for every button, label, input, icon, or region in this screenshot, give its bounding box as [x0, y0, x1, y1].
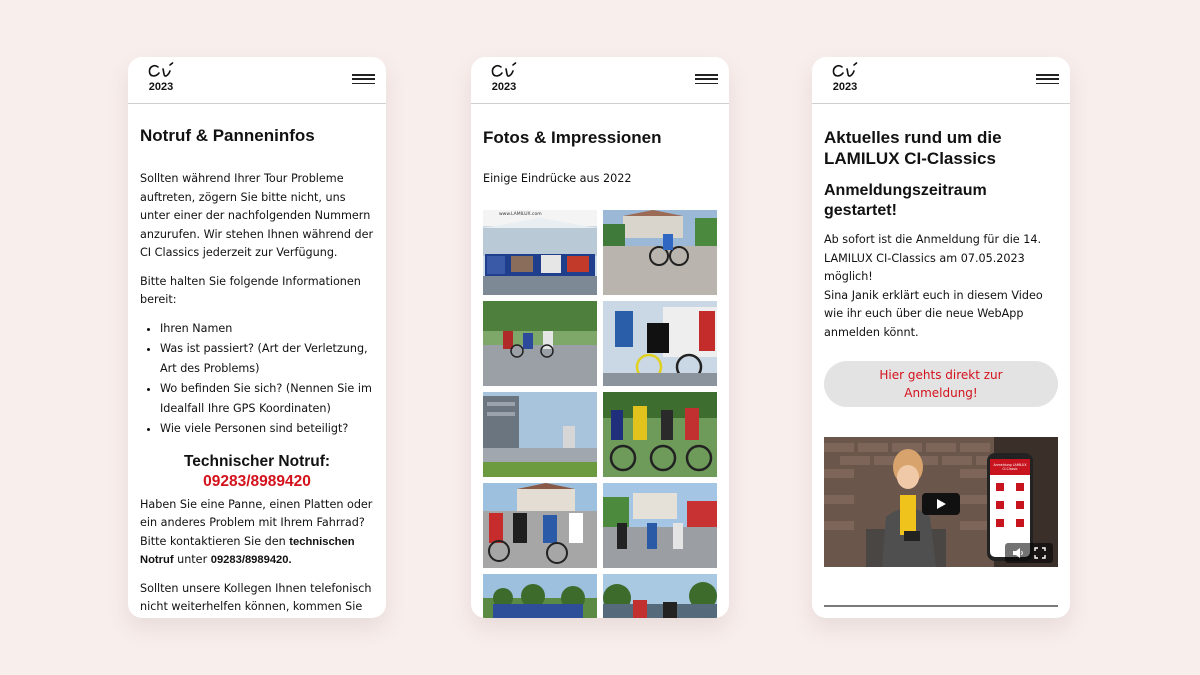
divider: [824, 605, 1058, 607]
gallery-subtitle: Einige Eindrücke aus 2022: [483, 172, 632, 185]
hamburger-menu-icon[interactable]: [695, 74, 718, 85]
fullscreen-icon[interactable]: [1034, 547, 1046, 559]
video-app-title: Anmeldung LAMILUX CI-Classic: [993, 463, 1027, 471]
registration-button-label: Hier gehts direkt zur Anmeldung!: [879, 367, 1003, 400]
page-title: Notruf & Panneninfos: [140, 126, 315, 145]
registration-button[interactable]: [824, 361, 1058, 407]
closing-text: Sollten unsere Kollegen Ihnen telefonisch nicht weiterhelfen können, kommen Sie: [140, 581, 372, 613]
announcement-text: Ab sofort ist die Anmeldung für die 14. LAMILUX CI-Classics am 07.05.2023 möglich!: [824, 233, 1042, 283]
intro-text: Sollten während Ihrer Tour Probleme auftreten, zögern Sie bitte nicht, uns unter einer der nachfolgenden Nummern anzurufen. Wir stehen Ihnen während der CI Classics jederzeit zur Verfügung.: [140, 172, 374, 259]
play-icon[interactable]: [935, 498, 947, 510]
panne-text: [140, 496, 374, 570]
video-player[interactable]: [824, 437, 1058, 567]
gallery-photo[interactable]: [483, 392, 597, 477]
video-intro-text: Sina Janik erklärt euch in diesem Video wie ihr euch über die neue WebApp anmelden könnt.: [824, 288, 1043, 339]
panne-text-part: Haben Sie eine Panne, einen Platten oder ein anderes Problem mit Ihrem Fahrrad? Bitte kontaktieren Sie den: [140, 497, 373, 548]
app-header: [128, 57, 386, 104]
app-header: [471, 57, 729, 104]
info-checklist: [140, 319, 374, 439]
hamburger-menu-icon[interactable]: [1036, 74, 1059, 85]
gallery-photo[interactable]: [603, 210, 717, 295]
gallery-photo[interactable]: [483, 301, 597, 386]
list-item: • Ihren Namen: [160, 319, 374, 339]
ci-logo-icon: [147, 62, 175, 80]
photo-banner-text: www.LAMILUX.com: [499, 212, 542, 217]
ci-logo-icon: [831, 62, 859, 80]
ci-logo-icon: [490, 62, 518, 80]
ci-logo[interactable]: [825, 62, 865, 93]
list-item: • Wie viele Personen sind beteiligt?: [160, 419, 374, 439]
gallery-photo[interactable]: [483, 574, 597, 618]
section-heading: Anmeldungszeitraum gestartet!: [824, 182, 987, 219]
panne-text-part: unter: [173, 553, 211, 566]
app-header: [812, 57, 1070, 104]
gallery-photo[interactable]: [603, 483, 717, 568]
gallery-photo[interactable]: [603, 392, 717, 477]
info-lead-text: Bitte halten Sie folgende Informationen bereit:: [140, 274, 361, 306]
phone-screen-emergency: [128, 57, 386, 618]
page-title: Fotos & Impressionen: [483, 128, 662, 147]
logo-year: 2023: [832, 81, 858, 93]
phone-screen-news: [812, 57, 1070, 618]
list-item: • Wo befinden Sie sich? (Nennen Sie im Idealfall Ihre GPS Koordinaten): [160, 379, 374, 419]
panne-bold: technischen Notruf: [140, 535, 355, 566]
logo-year: 2023: [148, 81, 174, 93]
logo-year: 2023: [491, 81, 517, 93]
panne-number[interactable]: 09283/8989420.: [210, 554, 292, 566]
list-item: • Was ist passiert? (Art der Verletzung, Art des Problems): [160, 339, 374, 379]
gallery-photo[interactable]: [603, 574, 717, 618]
page-title: Aktuelles rund um die LAMILUX CI-Classics: [824, 128, 1002, 168]
hamburger-menu-icon[interactable]: [352, 74, 375, 85]
ci-logo[interactable]: [484, 62, 524, 93]
volume-icon[interactable]: [1012, 547, 1024, 559]
notruf-heading: Technischer Notruf:: [183, 452, 331, 470]
gallery-photo[interactable]: [603, 301, 717, 386]
gallery-photo[interactable]: [483, 483, 597, 568]
ci-logo[interactable]: [141, 62, 181, 93]
gallery-photo[interactable]: [483, 210, 597, 295]
phone-screen-photos: [471, 57, 729, 618]
notruf-phone-link[interactable]: 09283/8989420: [203, 472, 311, 490]
